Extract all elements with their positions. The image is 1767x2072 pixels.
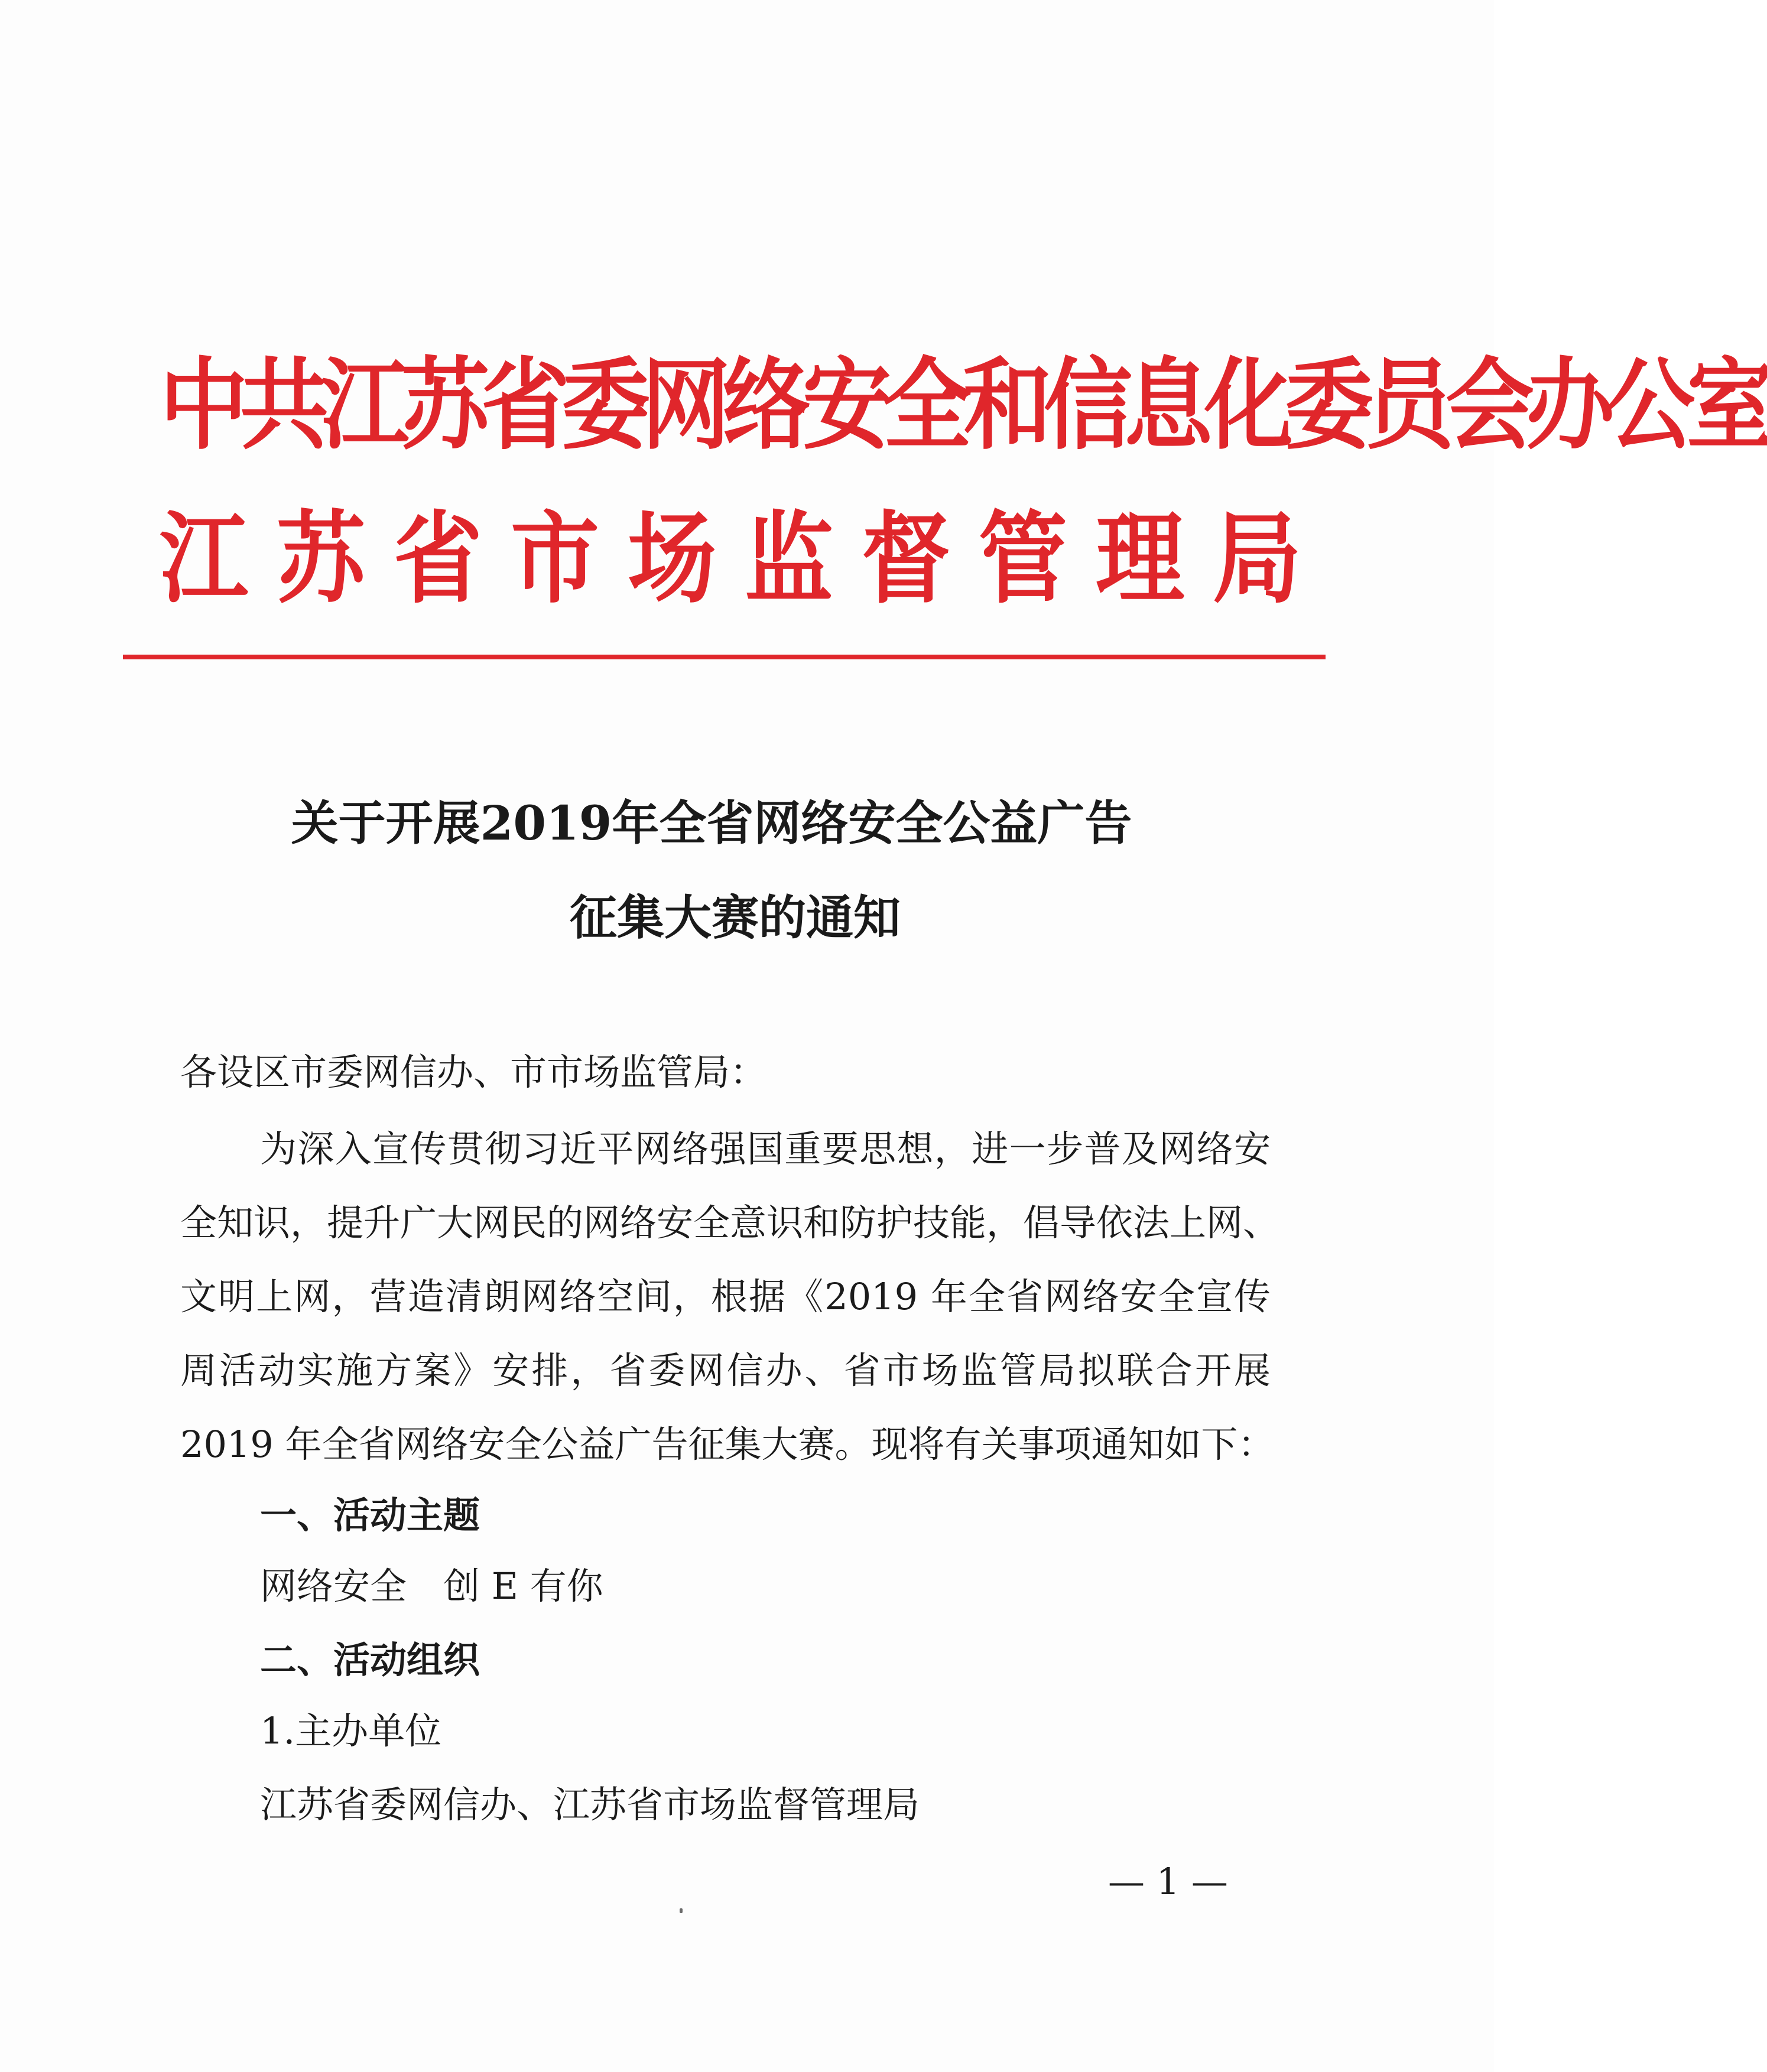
section-2-content: 江苏省委网信办、江苏省市场监督管理局 (260, 1783, 920, 1826)
document-title-line-2: 征集大赛的通知 (570, 890, 901, 945)
document-title-line-1: 关于开展2019年全省网络安全公益广告 (291, 795, 1132, 851)
salutation: 各设区市委网信办、市市场监管局： (180, 1050, 767, 1094)
section-2-subheading: 1.主办单位 (260, 1709, 442, 1752)
section-1-heading: 一、活动主题 (260, 1494, 480, 1537)
letterhead-red-rule (123, 655, 1326, 659)
letterhead-org-line-2: 江苏省市场监督管理局 (160, 502, 1330, 617)
intro-line-5: 2019 年全省网络安全公益广告征集大赛。现将有关事项通知如下： (180, 1423, 1275, 1466)
scan-speck (680, 1908, 683, 1913)
intro-line-3: 文明上网，营造清朗网络空间，根据《2019 年全省网络安全宣传 (180, 1275, 1271, 1318)
section-2-heading: 二、活动组织 (260, 1638, 480, 1681)
page-number: — 1 — (1108, 1860, 1228, 1903)
letterhead-org-line-1: 中共江苏省委网络安全和信息化委员会办公室 (160, 348, 1767, 464)
section-1-content: 网络安全 创 E 有你 (260, 1564, 603, 1608)
intro-line-2: 全知识，提升广大网民的网络安全意识和防护技能，倡导依法上网、 (180, 1201, 1280, 1244)
intro-line-4: 周活动实施方案》安排，省委网信办、省市场监管局拟联合开展 (180, 1349, 1271, 1392)
intro-line-1: 为深入宣传贯彻习近平网络强国重要思想，进一步普及网络安 (260, 1127, 1271, 1170)
